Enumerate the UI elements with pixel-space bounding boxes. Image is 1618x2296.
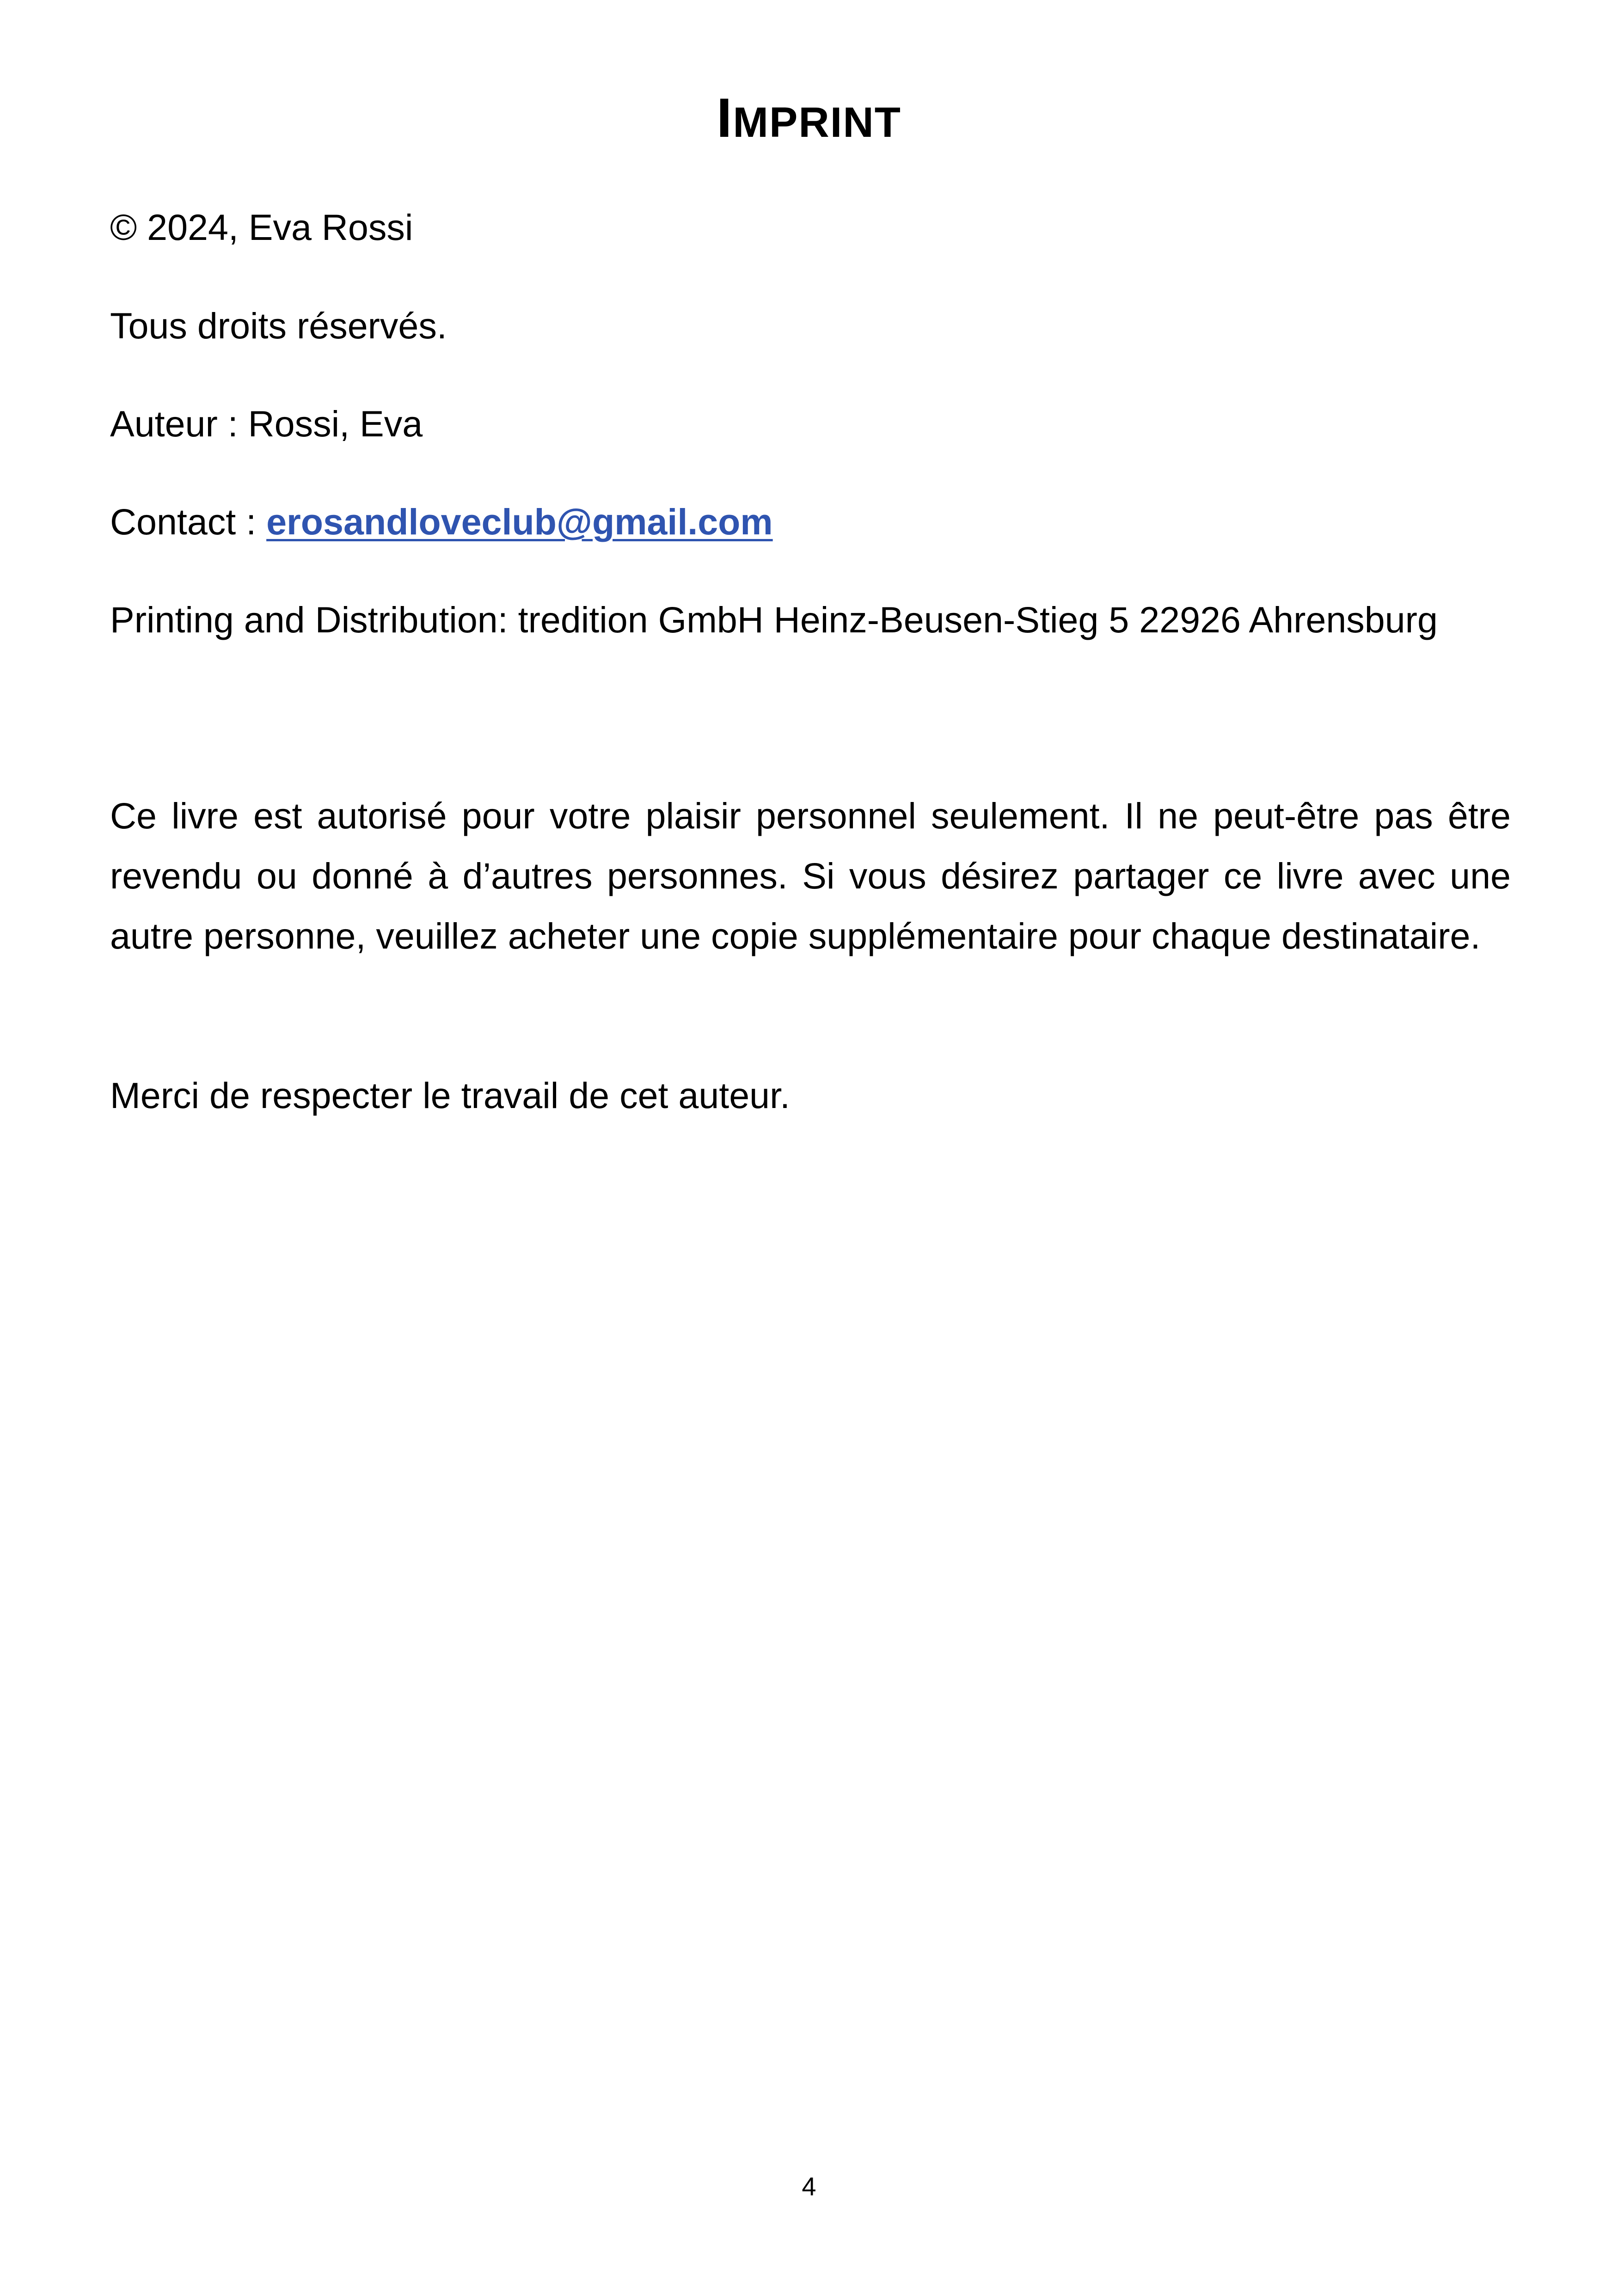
printing-line: Printing and Distribution: tredition GmbH Heinz-Beusen-Stieg 5 22926 Ahrensburg (110, 599, 1438, 640)
copyright-line: © 2024, Eva Rossi (110, 207, 413, 248)
rights-line: Tous droits réservés. (110, 305, 447, 346)
contact-line (110, 492, 1511, 552)
title-rest: MPRINT (733, 99, 901, 146)
contact-label: Contact : (110, 501, 267, 542)
contact-email-link[interactable]: erosandloveclub@gmail.com (266, 501, 773, 542)
closing-line: Merci de respecter le travail de cet auteur. (110, 1075, 790, 1116)
title-first-letter: I (717, 87, 733, 149)
page-title (0, 88, 1618, 153)
license-paragraph: Ce livre est autorisé pour votre plaisir personnel seulement. Il ne peut-être pas être revendu ou donné à d’autres personnes. Si vous désirez partager ce livre avec une autre personne, veuillez acheter une copie supplémentaire pour chaque destinataire. (110, 795, 1511, 956)
page-number: 4 (802, 2172, 816, 2201)
author-line: Auteur : Rossi, Eva (110, 403, 423, 444)
